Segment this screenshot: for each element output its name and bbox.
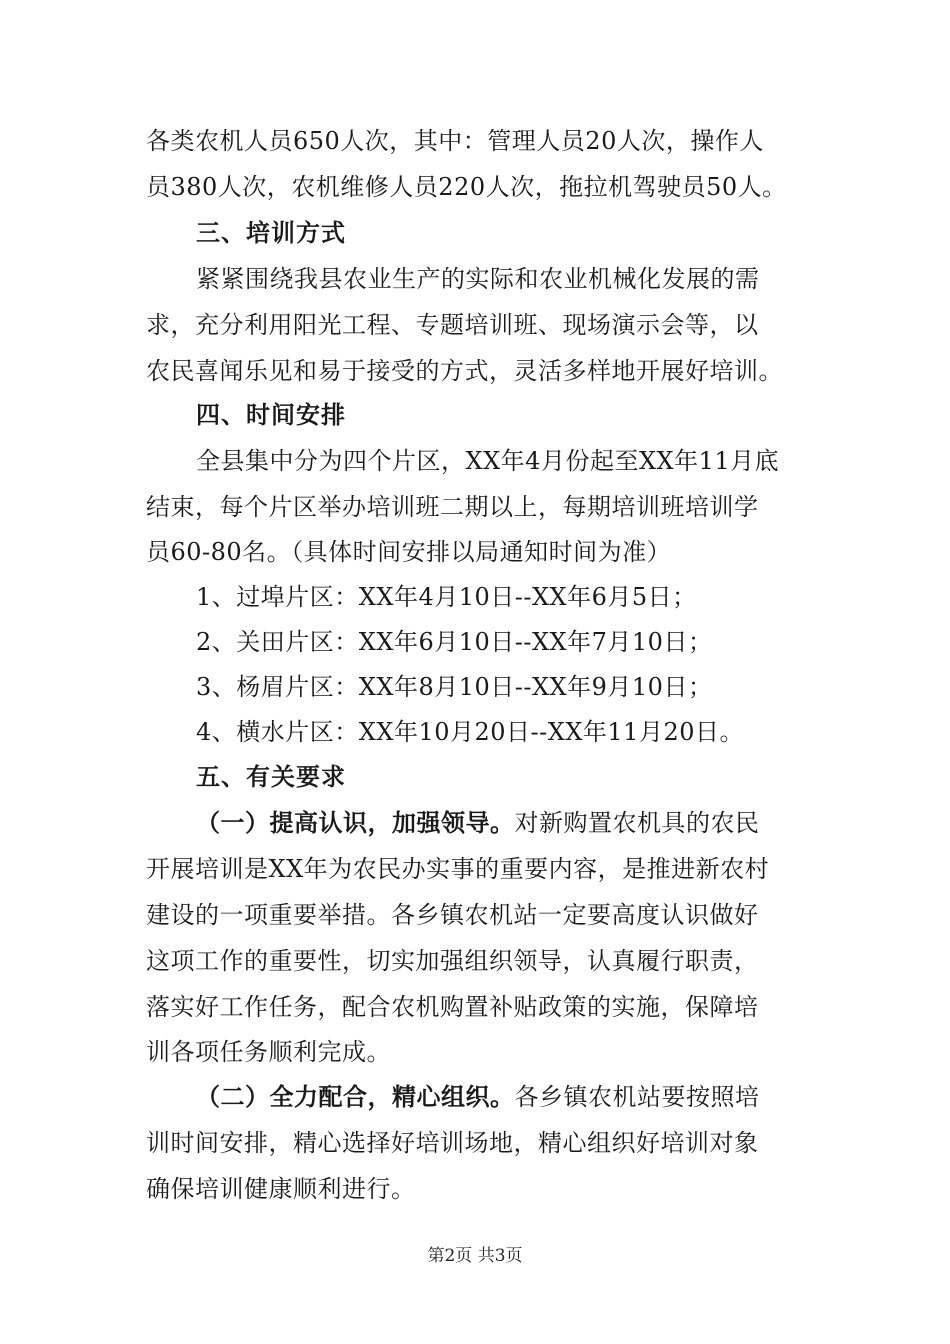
body-line: 结束，每个片区举办培训班二期以上，每期培训班培训学 bbox=[146, 493, 759, 521]
page-footer: 第2页 共3页 bbox=[427, 1246, 523, 1266]
body-line: 求，充分利用阳光工程、专题培训班、现场演示会等，以 bbox=[146, 311, 759, 339]
subsection-title: （一）提高认识，加强领导。 bbox=[196, 809, 515, 837]
body-line: 训时间安排，精心选择好培训场地，精心组织好培训对象 bbox=[146, 1129, 759, 1157]
section-heading: 四、时间安排 bbox=[196, 401, 346, 429]
section-heading: 五、有关要求 bbox=[196, 763, 346, 791]
body-line: 各类农机人员650人次，其中：管理人员20人次，操作人 bbox=[146, 127, 764, 155]
list-item: 4、横水片区：XX年10月20日--XX年11月20日。 bbox=[196, 718, 744, 746]
list-item: 2、关田片区：XX年6月10日--XX年7月10日； bbox=[196, 628, 713, 656]
body-line bbox=[196, 806, 806, 840]
body-line: 这项工作的重要性，切实加强组织领导，认真履行职责， bbox=[146, 947, 759, 975]
body-text: 对新购置农机具的农民 bbox=[514, 809, 760, 837]
body-line: 确保培训健康顺利进行。 bbox=[146, 1175, 416, 1203]
subsection-title: （二）全力配合，精心组织。 bbox=[196, 1083, 515, 1111]
body-line: 员380人次，农机维修人员220人次，拖拉机驾驶员50人。 bbox=[146, 173, 787, 201]
body-line: 建设的一项重要举措。各乡镇农机站一定要高度认识做好 bbox=[146, 901, 759, 929]
body-line: 开展培训是XX年为农民办实事的重要内容，是推进新农村 bbox=[146, 855, 770, 883]
body-line: 员60-80名。（具体时间安排以局通知时间为准） bbox=[146, 538, 672, 566]
body-line: 训各项任务顺利完成。 bbox=[146, 1038, 391, 1066]
section-heading: 三、培训方式 bbox=[196, 219, 346, 247]
body-line bbox=[196, 1080, 806, 1114]
body-line: 落实好工作任务，配合农机购置补贴政策的实施，保障培 bbox=[146, 993, 759, 1021]
list-item: 3、杨眉片区：XX年8月10日--XX年9月10日； bbox=[196, 673, 713, 701]
body-line: 紧紧围绕我县农业生产的实际和农业机械化发展的需 bbox=[196, 265, 760, 293]
body-line: 全县集中分为四个片区，XX年4月份起至XX年11月底 bbox=[196, 447, 780, 475]
list-item: 1、过埠片区：XX年4月10日--XX年6月5日； bbox=[196, 583, 697, 611]
body-text: 各乡镇农机站要按照培 bbox=[514, 1083, 760, 1111]
body-line: 农民喜闻乐见和易于接受的方式，灵活多样地开展好培训。 bbox=[146, 357, 783, 385]
